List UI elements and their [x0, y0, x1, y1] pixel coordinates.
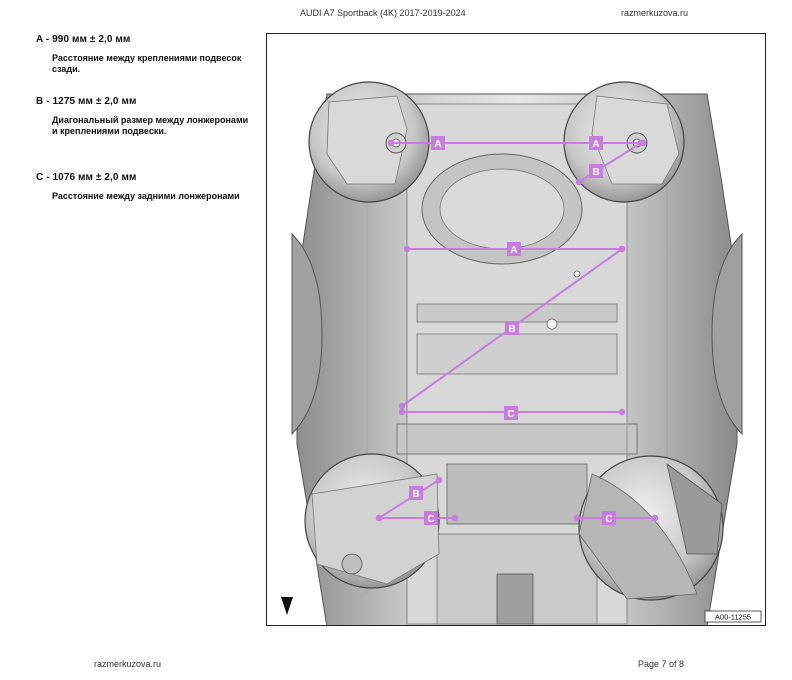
svg-text:B: B	[508, 324, 516, 335]
page-number: Page 7 of 8	[638, 659, 685, 669]
label-c-right	[602, 511, 616, 525]
svg-text:A: A	[510, 245, 518, 256]
underbody-figure	[266, 33, 766, 626]
label-b-lower	[409, 486, 423, 500]
spec-b-title: B - 1275 мм ± 2,0 мм	[36, 96, 137, 107]
spec-c-desc: Расстояние между задними лонжеронами	[52, 191, 240, 201]
spec-a-title: A - 990 мм ± 2,0 мм	[36, 34, 131, 45]
svg-text:A: A	[434, 139, 442, 150]
svg-text:C: C	[605, 514, 613, 525]
svg-text:B: B	[412, 489, 420, 500]
spec-b	[36, 96, 251, 137]
spec-a-desc: Расстояние между креплениями подвесок сзади.	[52, 53, 242, 74]
figure-ref	[705, 611, 761, 622]
label-c-left	[424, 511, 438, 525]
label-a-left	[431, 136, 445, 150]
direction-arrow-icon	[281, 597, 293, 615]
spec-b-desc: Диагональный размер между лонжеронами и креплениями подвески.	[52, 115, 249, 136]
footer-site: razmerkuzova.ru	[94, 659, 162, 669]
label-c-center	[504, 406, 518, 420]
header-title: AUDI A7 Sportback (4K) 2017-2019-2024	[300, 8, 466, 18]
spec-c	[36, 172, 251, 202]
svg-text:C: C	[507, 409, 515, 420]
label-a-center	[507, 242, 521, 256]
svg-text:A00-11255: A00-11255	[714, 612, 752, 622]
svg-text:B: B	[592, 167, 600, 178]
svg-text:A: A	[592, 139, 600, 150]
header-site: razmerkuzova.ru	[621, 8, 689, 18]
svg-text:C: C	[427, 514, 435, 525]
label-a-right	[589, 136, 603, 150]
label-b-upper	[589, 164, 603, 178]
label-b-center	[505, 321, 519, 335]
spec-c-title: C - 1076 мм ± 2,0 мм	[36, 172, 137, 183]
underbody-diagram	[267, 34, 766, 626]
spec-a	[36, 34, 251, 75]
